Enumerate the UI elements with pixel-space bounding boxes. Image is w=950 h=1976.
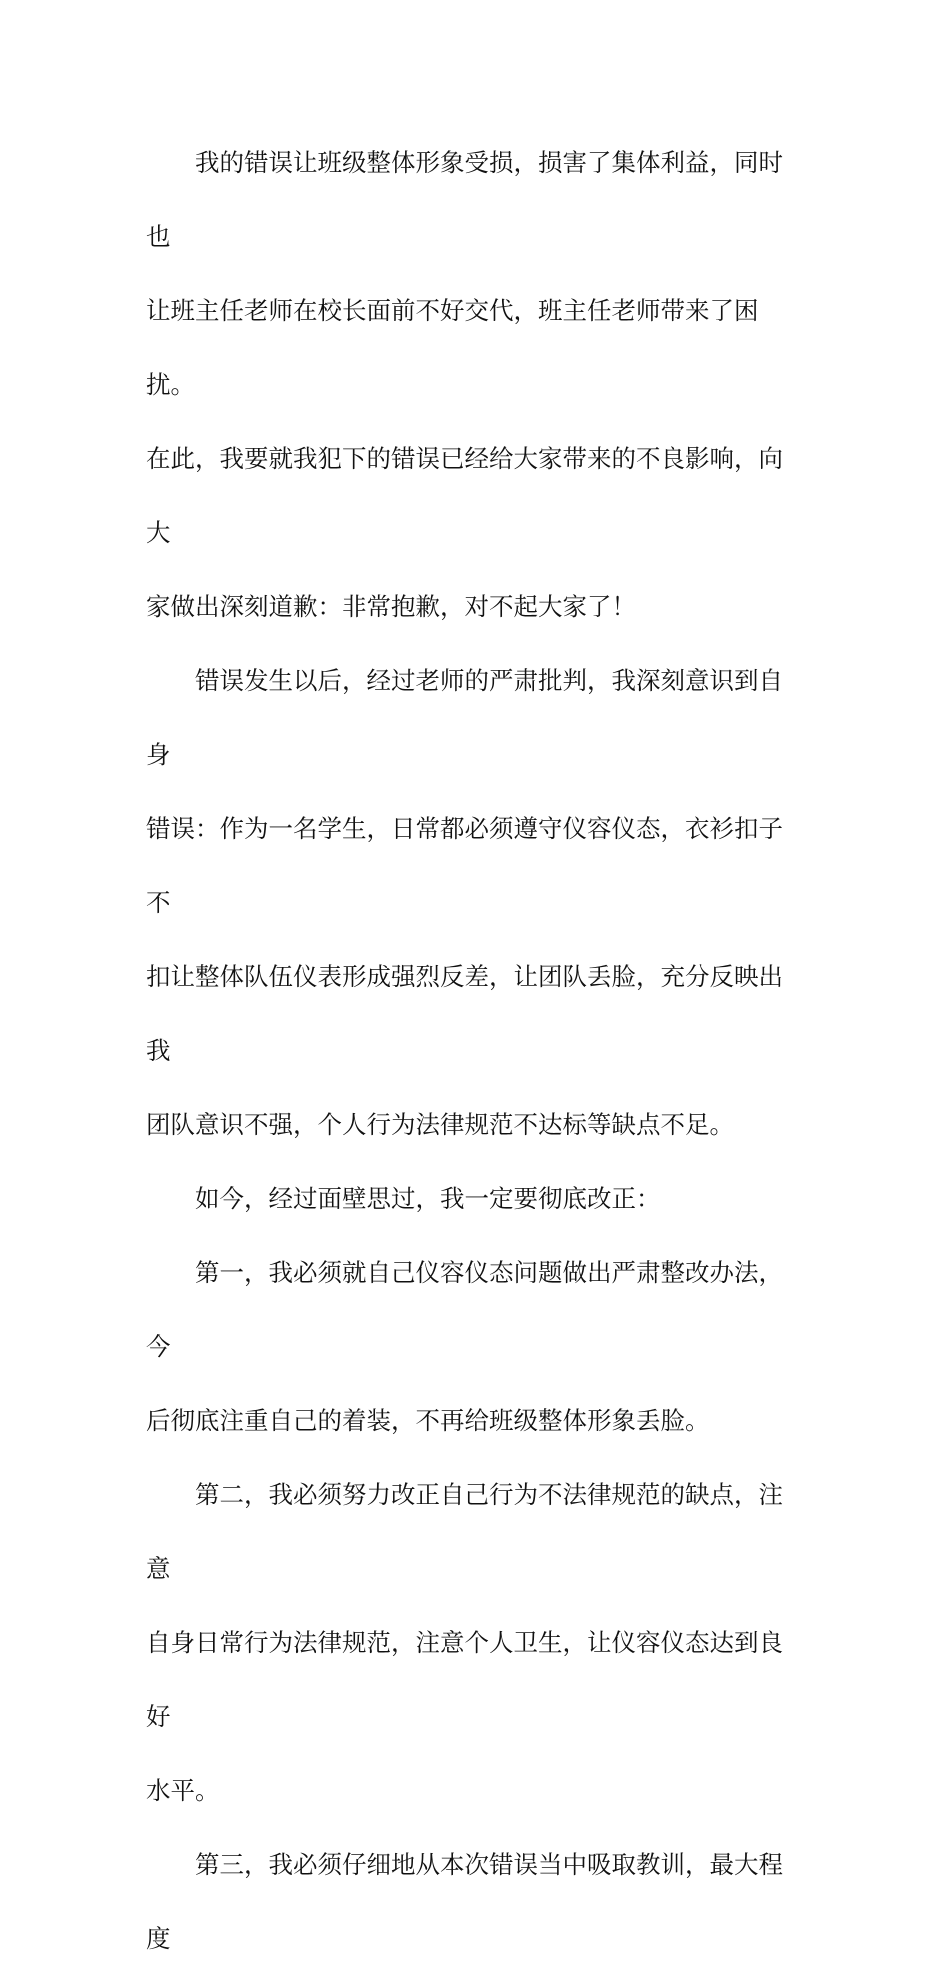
paragraph-reflection bbox=[146, 644, 806, 1162]
paragraph-point-one bbox=[146, 1236, 806, 1458]
text-line: 我的错误让班级整体形象受损，损害了集体利益，同时也 bbox=[146, 148, 783, 251]
paragraph-point-two bbox=[146, 1458, 806, 1828]
paragraph-point-three bbox=[146, 1828, 806, 1976]
text-line: 第二，我必须努力改正自己行为不法律规范的缺点，注意 bbox=[146, 1480, 783, 1583]
text-line: 第三，我必须仔细地从本次错误当中吸取教训，最大程度 bbox=[146, 1850, 783, 1953]
text-line: 第一，我必须就自己仪容仪态问题做出严肃整改办法，今 bbox=[146, 1258, 783, 1361]
text-line: 团队意识不强，个人行为法律规范不达标等缺点不足。 bbox=[146, 1110, 734, 1139]
text-line: 错误发生以后，经过老师的严肃批判，我深刻意识到自身 bbox=[146, 666, 783, 769]
text-line: 家做出深刻道歉：非常抱歉，对不起大家了！ bbox=[146, 592, 636, 621]
text-line: 错误：作为一名学生，日常都必须遵守仪容仪态，衣衫扣子不 bbox=[146, 814, 783, 917]
text-line: 如今，经过面壁思过，我一定要彻底改正： bbox=[195, 1184, 661, 1213]
text-line: 在此，我要就我犯下的错误已经给大家带来的不良影响，向大 bbox=[146, 444, 783, 547]
text-line: 扣让整体队伍仪表形成强烈反差，让团队丢脸，充分反映出我 bbox=[146, 962, 783, 1065]
paragraph-resolution-intro bbox=[146, 1162, 806, 1236]
document-body bbox=[146, 126, 806, 1976]
text-line: 自身日常行为法律规范，注意个人卫生，让仪容仪态达到良好 bbox=[146, 1628, 783, 1731]
text-line: 后彻底注重自己的着装，不再给班级整体形象丢脸。 bbox=[146, 1406, 710, 1435]
paragraph-apology bbox=[146, 126, 806, 644]
text-line: 让班主任老师在校长面前不好交代，班主任老师带来了困扰。 bbox=[146, 296, 759, 399]
text-line: 水平。 bbox=[146, 1776, 220, 1805]
